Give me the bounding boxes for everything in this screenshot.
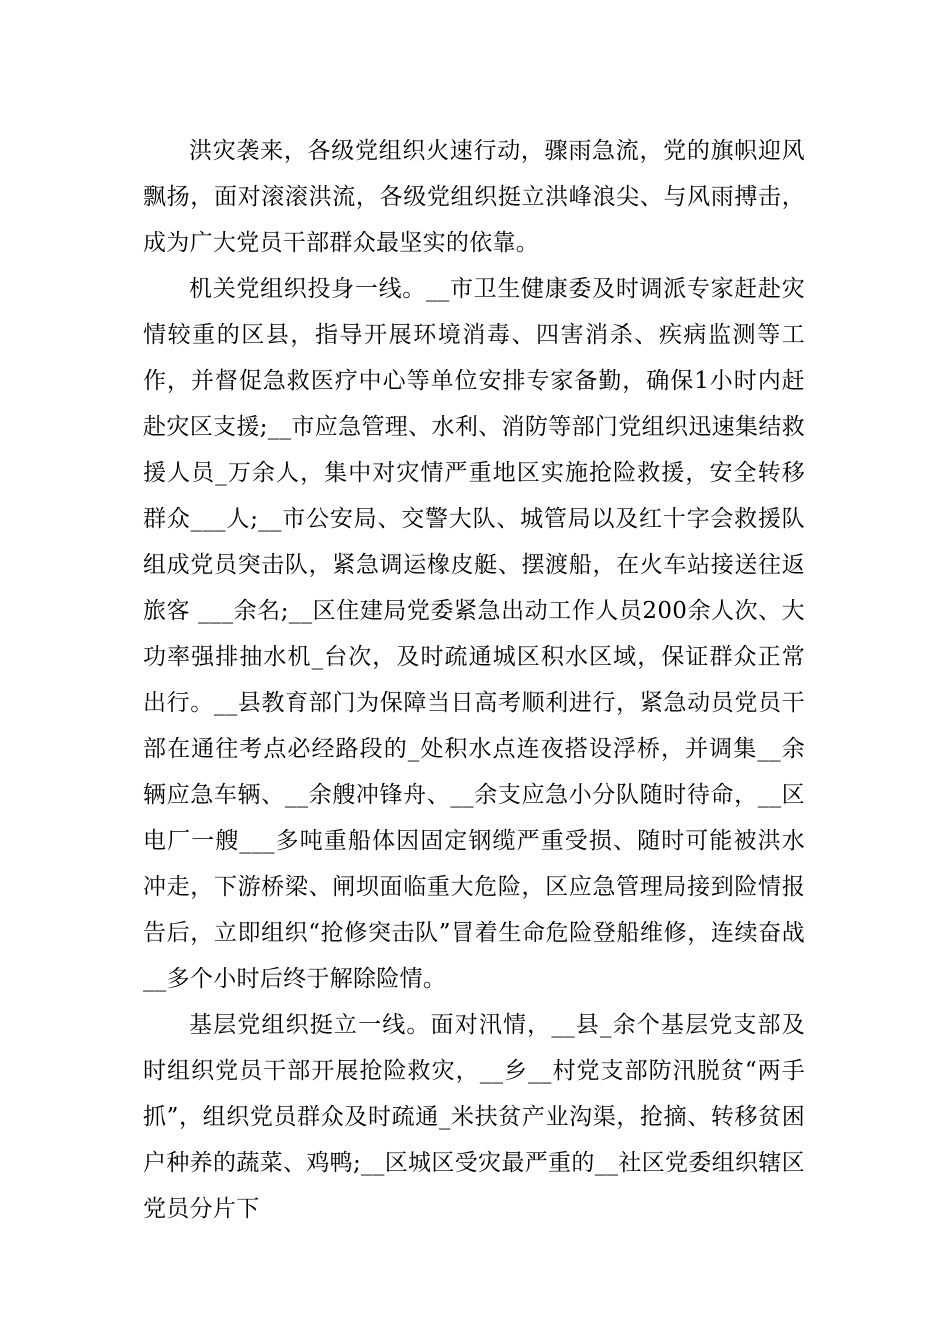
document-page xyxy=(143,128,805,1232)
paragraph-grassroots-organizations: 基层党组织挺立一线。面对汛情，__县_余个基层党支部及时组织党员干部开展抢险救灾，__乡__村党支部防汛脱贫“两手抓”，组织党员群众及时疏通_米扶贫产业沟渠，抢摘、转移贫困户种养的蔬菜、鸡鸭;__区城区受灾最严重的__社区党委组织辖区党员分片下 xyxy=(143,1012,805,1222)
paragraph-government-organizations: 机关党组织投身一线。__市卫生健康委及时调派专家赶赴灾情较重的区县，指导开展环境消毒、四害消杀、疾病监测等工作，并督促急救医疗中心等单位安排专家备勤，确保1小时内赶赴灾区支援;__市应急管理、水利、消防等部门党组织迅速集结救援人员_万余人，集中对灾情严重地区实施抢险救援，安全转移群众___人;__市公安局、交警大队、城管局以及红十字会救援队组成党员突击队，紧急调运橡皮艇、摆渡船，在火车站接送往返旅客 ___余名;__区住建局党委紧急出动工作人员200余人次、大功率强排抽水机_台次，及时疏通城区积水区域，保证群众正常出行。__县教育部门为保障当日高考顺利进行，紧急动员党员干部在通往考点必经路段的_处积水点连夜搭设浮桥，并调集__余辆应急车辆、__余艘冲锋舟、__余支应急小分队随时待命，__区电厂一艘___多吨重船体因固定钢缆严重受损、随时可能被洪水冲走，下游桥梁、闸坝面临重大危险，区应急管理局接到险情报告后，立即组织“抢修突击队”冒着生命危险登船维修，连续奋战__多个小时后终于解除险情。 xyxy=(143,276,805,992)
paragraph-flood-intro: 洪灾袭来，各级党组织火速行动，骤雨急流，党的旗帜迎风飘扬，面对滚滚洪流，各级党组织挺立洪峰浪尖、与风雨搏击，成为广大党员干部群众最坚实的依靠。 xyxy=(143,138,805,256)
